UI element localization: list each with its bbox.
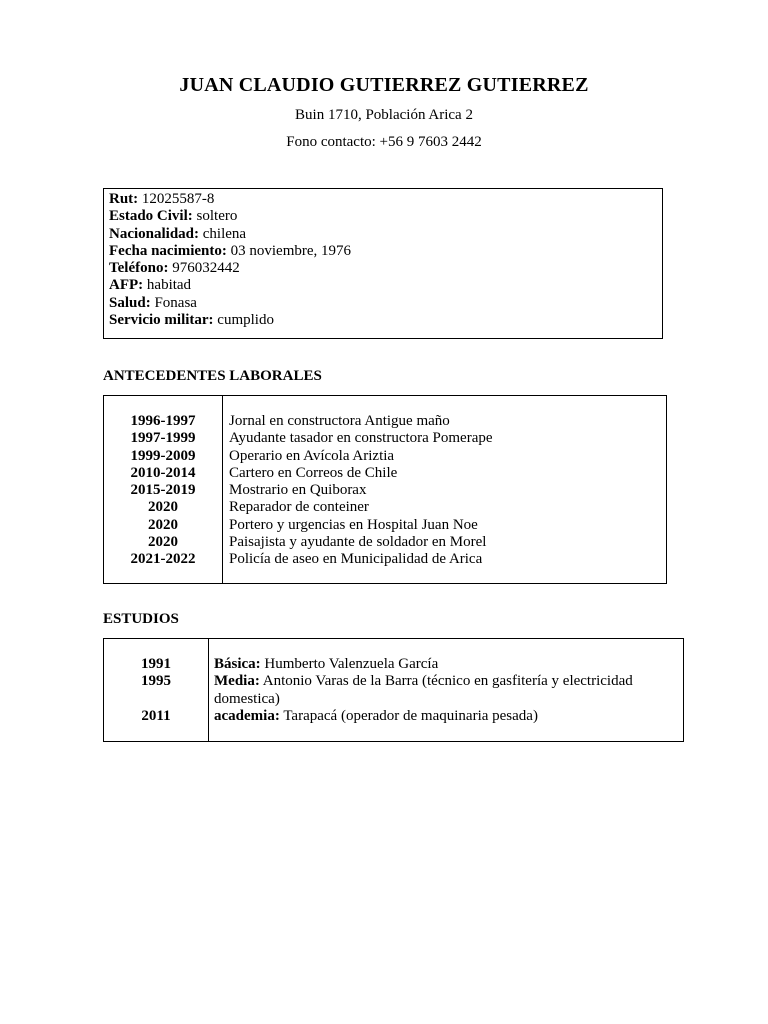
personal-row-nationality xyxy=(109,226,662,243)
studies-desc-column xyxy=(214,656,634,725)
phone-label: Teléfono: xyxy=(109,260,169,277)
work-year: 2021-2022 xyxy=(130,551,196,568)
work-description: Cartero en Correos de Chile xyxy=(229,464,398,481)
health-label: Salud: xyxy=(109,294,151,311)
work-description: Ayudante tasador en constructora Pomerape xyxy=(229,430,493,447)
work-description: Mostrario en Quiborax xyxy=(229,482,367,499)
personal-row-afp xyxy=(109,277,662,294)
work-history-table xyxy=(103,395,667,584)
study-entry xyxy=(214,656,634,673)
rut-value: 12025587-8 xyxy=(141,191,215,207)
afp-label: AFP: xyxy=(109,277,144,294)
work-year: 1996-1997 xyxy=(130,413,196,429)
work-year: 2020 xyxy=(148,516,178,533)
study-institution: Humberto Valenzuela García xyxy=(264,656,439,672)
study-year: 1991 xyxy=(141,656,171,672)
personal-row-rut xyxy=(109,191,662,208)
work-year: 2020 xyxy=(148,534,178,551)
study-institution: Tarapacá (operador de maquinaria pesada) xyxy=(283,707,538,724)
work-description: Policía de aseo en Municipalidad de Arica xyxy=(229,551,483,568)
table-divider xyxy=(222,396,223,583)
work-description: Reparador de conteiner xyxy=(229,499,369,516)
nationality-value: chilena xyxy=(202,225,247,242)
study-year: 1995 xyxy=(141,673,171,690)
birthdate-label: Fecha nacimiento: xyxy=(109,242,227,259)
study-level-label: academia: xyxy=(214,707,280,724)
personal-info-box xyxy=(103,188,663,339)
work-description: Paisajista y ayudante de soldador en Morel xyxy=(229,534,487,551)
civil-status-value: soltero xyxy=(196,208,238,225)
civil-status-label: Estado Civil: xyxy=(109,208,193,225)
studies-years-column xyxy=(104,656,208,725)
work-year: 2010-2014 xyxy=(130,464,196,481)
personal-row-civil xyxy=(109,208,662,225)
study-institution: Antonio Varas de la Barra (técnico en gasfitería y electricidad domestica) xyxy=(214,673,633,707)
military-label: Servicio militar: xyxy=(109,312,214,329)
military-value: cumplido xyxy=(217,312,274,329)
personal-row-health xyxy=(109,295,662,312)
phone-value: 976032442 xyxy=(172,260,240,277)
candidate-name: JUAN CLAUDIO GUTIERREZ GUTIERREZ xyxy=(179,74,589,96)
candidate-address: Buin 1710, Población Arica 2 xyxy=(295,107,473,123)
work-year: 2020 xyxy=(148,499,178,516)
candidate-phone: Fono contacto: +56 9 7603 2442 xyxy=(286,134,482,150)
study-year: 2011 xyxy=(141,707,171,724)
work-desc-column xyxy=(229,413,659,569)
rut-label: Rut: xyxy=(109,191,139,207)
study-entry xyxy=(214,708,634,725)
nationality-label: Nacionalidad: xyxy=(109,225,200,242)
work-description: Jornal en constructora Antigue maño xyxy=(229,413,450,429)
study-entry xyxy=(214,673,634,708)
work-description: Portero y urgencias en Hospital Juan Noe xyxy=(229,516,478,533)
work-year: 1997-1999 xyxy=(130,430,196,447)
work-year: 2015-2019 xyxy=(130,482,196,499)
studies-section-title: ESTUDIOS xyxy=(103,611,179,627)
work-year: 1999-2009 xyxy=(130,447,196,464)
study-level-label: Básica: xyxy=(214,656,261,672)
table-divider xyxy=(208,639,209,741)
study-level-label: Media: xyxy=(214,673,260,690)
work-years-column xyxy=(104,413,222,569)
health-value: Fonasa xyxy=(154,294,197,311)
work-section-title: ANTECEDENTES LABORALES xyxy=(103,368,322,384)
studies-table xyxy=(103,638,684,742)
personal-row-military xyxy=(109,312,662,329)
birthdate-value: 03 noviembre, 1976 xyxy=(230,242,352,259)
afp-value: habitad xyxy=(146,277,192,294)
personal-row-birthdate xyxy=(109,243,662,260)
work-description: Operario en Avícola Ariztia xyxy=(229,447,395,464)
personal-row-phone xyxy=(109,260,662,277)
